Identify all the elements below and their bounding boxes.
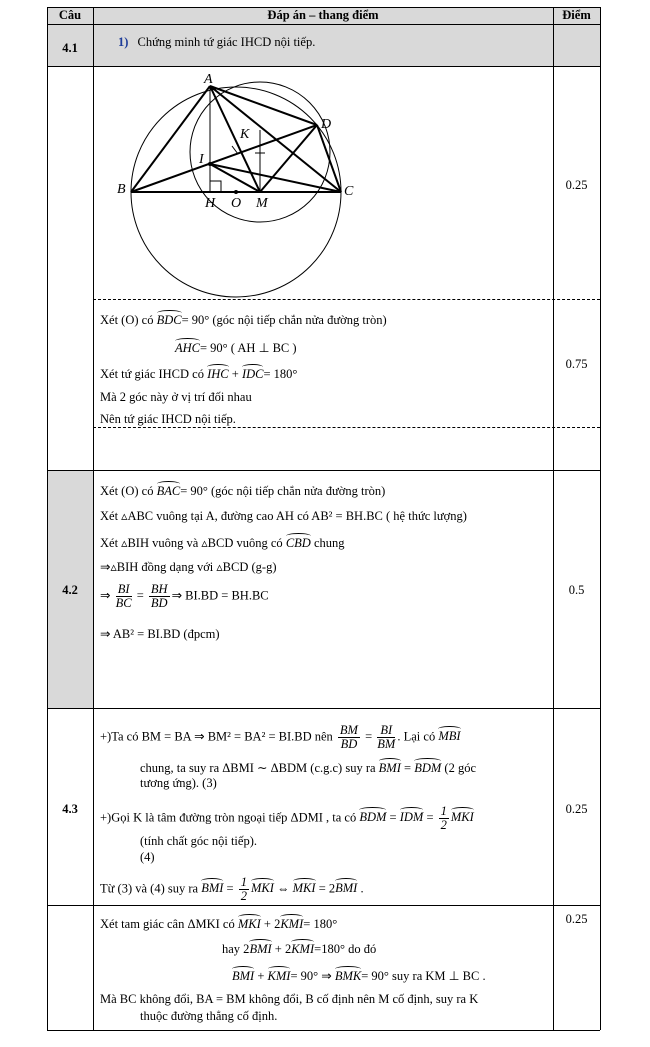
row-label-4-3: 4.3 — [62, 802, 78, 816]
r43-line2: chung, ta suy ra ΔBMI ∼ ΔBDM (c.g.c) suy ra BMI = BDM (2 góc — [140, 761, 476, 775]
r43-line7: Từ (3) và (4) suy ra BMI = $\frac{1}{2}$ MKI ⇔ MKI = 2BMI . — [100, 875, 364, 903]
r43-line3: tương ứng). (3) — [140, 776, 217, 790]
proof1-line4: Mà 2 góc này ở vị trí đối nhau — [100, 390, 252, 404]
r43-line4: +)Gọi K là tâm đường tròn ngoại tiếp ΔDMI , ta có BDM = IDM = $\frac{1}{2}$ MKI — [100, 804, 474, 832]
task-title-row — [118, 35, 315, 50]
r44-line2: hay 2BMI + 2KMI=180° do đó — [222, 942, 377, 956]
r43-line1: +)Ta có BM = BA ⇒ BM² = BA² = BI.BD nên $\frac{BM}{BD}$ = $\frac{BI}{BM}$ . Lại có MBI — [100, 723, 461, 751]
r42-line4: ⇒▵BIH đồng dạng với ▵BCD (g-g) — [100, 560, 277, 574]
geometry-figure — [95, 68, 405, 298]
point-label-b: B — [117, 182, 126, 197]
point-label-k: K — [240, 127, 250, 142]
point-label-d: D — [321, 117, 332, 132]
point-label-a: A — [204, 72, 213, 87]
r44-line3: BMI + KMI= 90° ⇒ BMK= 90° suy ra KM ⊥ BC . — [232, 969, 486, 983]
r44-line5: thuộc đường thẳng cố định. — [140, 1009, 278, 1023]
score-4: 0.25 — [565, 802, 588, 816]
point-label-m: M — [256, 196, 268, 211]
task-title: Chứng minh tứ giác IHCD nội tiếp. — [137, 35, 316, 49]
r44-line4: Mà BC không đổi, BA = BM không đổi, B cố định nên M cố định, suy ra K — [100, 992, 479, 1006]
point-label-i: I — [199, 152, 204, 167]
row-label-4-2: 4.2 — [62, 583, 78, 597]
proof1-line2: AHC= 90° ( AH ⊥ BC ) — [175, 341, 297, 355]
r42-line5: ⇒ $\frac{BI}{BC}$ = $\frac{BH}{BD}$ ⇒ BI.BD = BH.BC — [100, 582, 269, 610]
r43-line5: (tính chất góc nội tiếp). — [140, 834, 257, 848]
row-label-4-1: 4.1 — [62, 41, 78, 55]
score-1: 0.25 — [565, 178, 588, 192]
score-5: 0.25 — [565, 912, 588, 926]
score-2: 0.75 — [565, 357, 588, 371]
point-label-c: C — [344, 184, 354, 199]
r42-line3: Xét ▵BIH vuông và ▵BCD vuông có CBD chung — [100, 536, 345, 550]
r44-line1: Xét tam giác cân ΔMKI có MKI + 2KMI= 180° — [100, 917, 338, 931]
proof1-line3: Xét tứ giác IHCD có IHC + IDC= 180° — [100, 367, 298, 381]
header-cau: Câu — [58, 8, 82, 22]
point-label-o: O — [231, 196, 242, 211]
header-dap-an: Đáp án – thang điểm — [267, 8, 379, 22]
r42-line2: Xét ▵ABC vuông tại A, đường cao AH có AB² = BH.BC ( hệ thức lượng) — [100, 509, 467, 523]
point-label-h: H — [205, 196, 216, 211]
r42-line1: Xét (O) có BAC= 90° (góc nội tiếp chắn nửa đường tròn) — [100, 484, 386, 498]
r42-line6: ⇒ AB² = BI.BD (đpcm) — [100, 627, 220, 641]
score-3: 0.5 — [568, 583, 585, 597]
r43-line6: (4) — [140, 850, 155, 864]
proof1-line5: Nên tứ giác IHCD nội tiếp. — [100, 412, 236, 426]
task-number: 1) — [118, 35, 129, 49]
proof1-line1: Xét (O) có BDC= 90° (góc nội tiếp chắn nửa đường tròn) — [100, 313, 387, 327]
header-diem: Điểm — [562, 8, 591, 22]
